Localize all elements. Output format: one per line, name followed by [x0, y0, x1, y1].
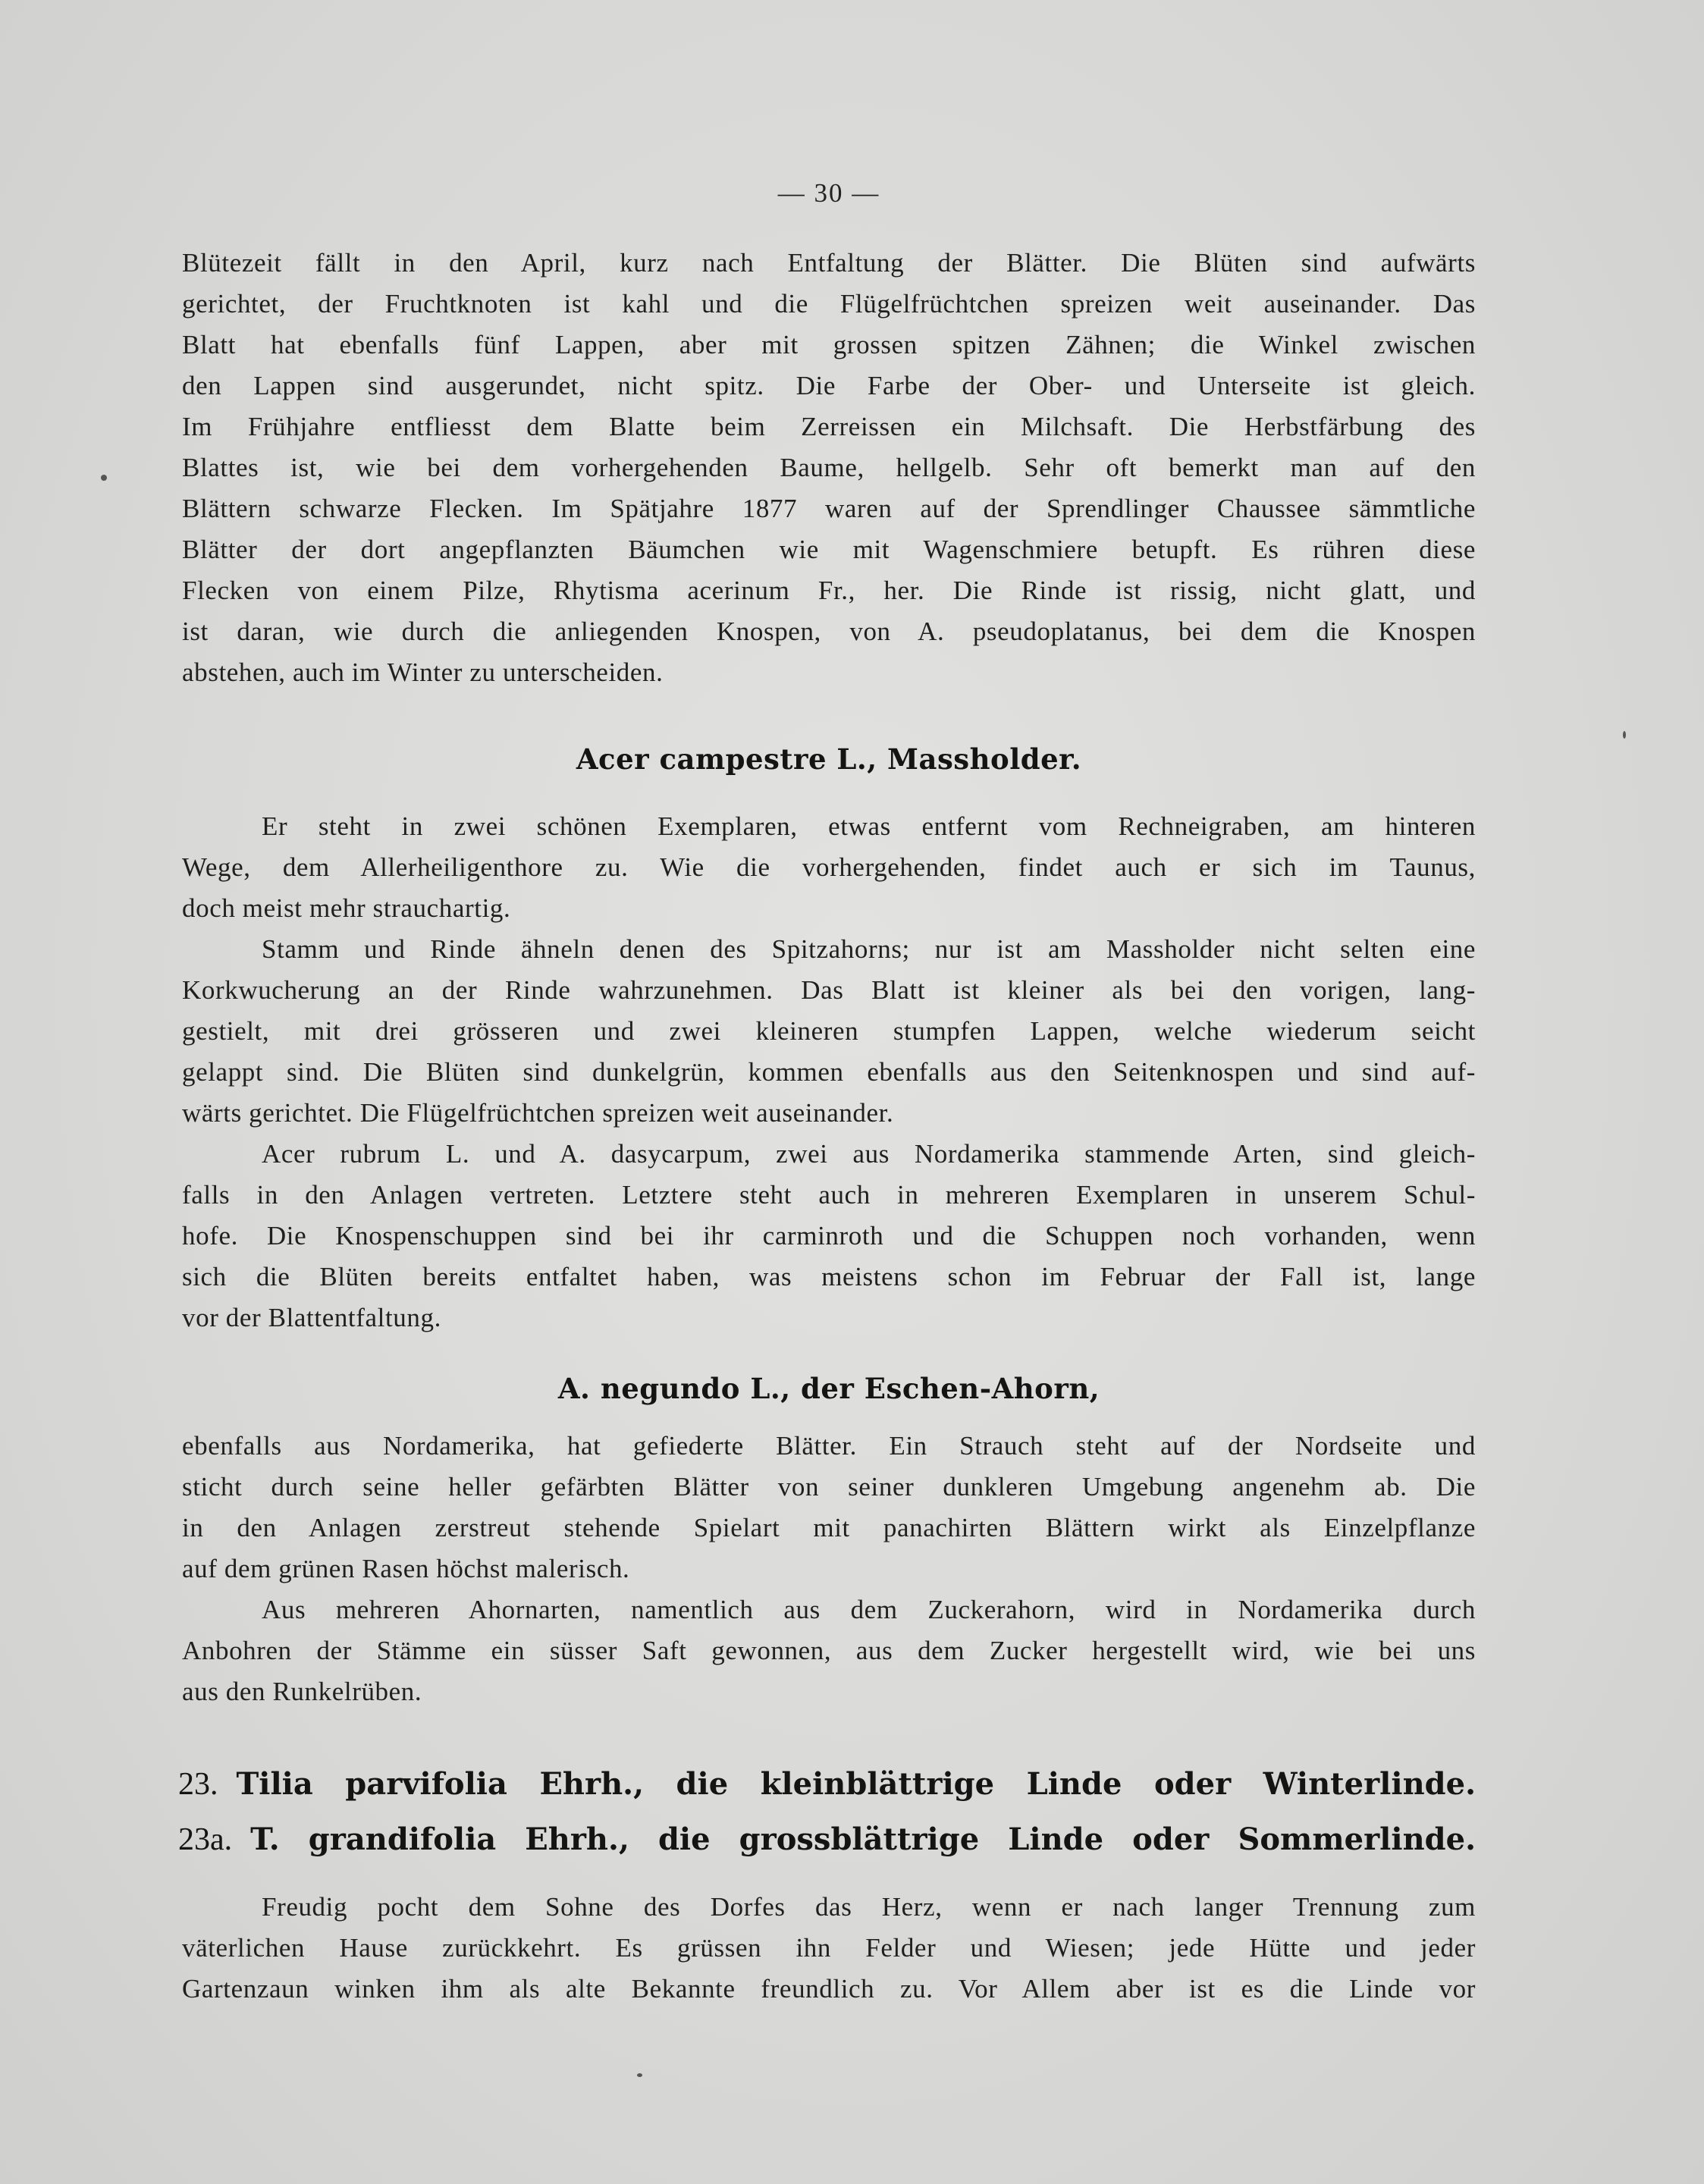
section-heading-23a — [178, 1816, 1476, 1863]
text-line: Blattes ist, wie bei dem vorhergehenden Baume, hellgelb. Sehr oft bemerkt man auf den — [182, 453, 1476, 482]
text-line: Er steht in zwei schönen Exemplaren, etwas entfernt vom Rechneigraben, am hinteren — [262, 811, 1476, 841]
text-line: Freudig pocht dem Sohne des Dorfes das Herz, wenn er nach langer Trennung zum — [262, 1892, 1476, 1922]
text-line: falls in den Anlagen vertreten. Letztere steht auch in mehreren Exemplaren in unserem Schul- — [182, 1180, 1476, 1210]
section-title: T. grandifolia Ehrh., die grossblättrige Linde oder Sommerlinde. — [250, 1822, 1476, 1857]
text-line: Blatt hat ebenfalls fünf Lappen, aber mit grossen spitzen Zähnen; die Winkel zwischen — [182, 330, 1476, 359]
species-heading: A. negundo L., der Eschen-Ahorn, — [557, 1372, 1100, 1405]
text-line: väterlichen Hause zurückkehrt. Es grüssen ihn Felder und Wiesen; jede Hütte und jeder — [182, 1933, 1476, 1963]
scan-speck — [637, 2073, 642, 2077]
text-line: gestielt, mit drei grösseren und zwei kleineren stumpfen Lappen, welche wiederum seicht — [182, 1016, 1476, 1046]
text-line: Blättern schwarze Flecken. Im Spätjahre 1877 waren auf der Sprendlinger Chaussee sämmtliche — [182, 494, 1476, 523]
section-title: Tilia parvifolia Ehrh., die kleinblättrige Linde oder Winterlinde. — [236, 1766, 1476, 1802]
text-line: Blätter der dort angepflanzten Bäumchen wie mit Wagenschmiere betupft. Es rühren diese — [182, 535, 1476, 564]
text-line: Gartenzaun winken ihm als alte Bekannte freundlich zu. Vor Allem aber ist es die Linde vor — [182, 1974, 1476, 2004]
text-line: gerichtet, der Fruchtknoten ist kahl und die Flügelfrüchtchen spreizen weit auseinander. Das — [182, 289, 1476, 318]
text-line: Acer rubrum L. und A. dasycarpum, zwei aus Nordamerika stammende Arten, sind gleich- — [262, 1139, 1476, 1169]
text-line: sich die Blüten bereits entfaltet haben, was meistens schon im Februar der Fall ist, lange — [182, 1262, 1476, 1291]
text-line: Wege, dem Allerheiligenthore zu. Wie die vorhergehenden, findet auch er sich im Taunus, — [182, 852, 1476, 882]
text-line: sticht durch seine heller gefärbten Blätter von seiner dunkleren Umgebung angenehm ab. Die — [182, 1472, 1476, 1502]
text-line: den Lappen sind ausgerundet, nicht spitz. Die Farbe der Ober- und Unterseite ist gleich. — [182, 371, 1476, 400]
text-line: aus den Runkelrüben. — [182, 1677, 422, 1706]
text-line: wärts gerichtet. Die Flügelfrüchtchen spreizen weit auseinander. — [182, 1098, 894, 1128]
page-number: — 30 — — [777, 178, 880, 208]
text-line: Korkwucherung an der Rinde wahrzunehmen. Das Blatt ist kleiner als bei den vorigen, lang- — [182, 975, 1476, 1005]
text-line: vor der Blattentfaltung. — [182, 1303, 441, 1332]
scan-speck — [101, 475, 107, 481]
text-line: abstehen, auch im Winter zu unterscheiden. — [182, 657, 664, 687]
section-number: 23a. — [178, 1822, 233, 1857]
text-line: ist daran, wie durch die anliegenden Knospen, von A. pseudoplatanus, bei dem die Knospen — [182, 617, 1476, 646]
text-line: Im Frühjahre entfliesst dem Blatte beim Zerreissen ein Milchsaft. Die Herbstfärbung des — [182, 412, 1476, 441]
text-line: ebenfalls aus Nordamerika, hat gefiederte Blätter. Ein Strauch steht auf der Nordseite und — [182, 1431, 1476, 1461]
text-line: Stamm und Rinde ähneln denen des Spitzahorns; nur ist am Massholder nicht selten eine — [262, 934, 1476, 964]
text-line: in den Anlagen zerstreut stehende Spielart mit panachirten Blättern wirkt als Einzelpflanze — [182, 1513, 1476, 1542]
section-heading-23 — [178, 1761, 1476, 1808]
text-line: Anbohren der Stämme ein süsser Saft gewonnen, aus dem Zucker hergestellt wird, wie bei uns — [182, 1636, 1476, 1665]
text-line: doch meist mehr strauchartig. — [182, 893, 511, 923]
text-line: Aus mehreren Ahornarten, namentlich aus dem Zuckerahorn, wird in Nordamerika durch — [262, 1595, 1476, 1624]
text-line: gelappt sind. Die Blüten sind dunkelgrün, kommen ebenfalls aus den Seitenknospen und sind auf- — [182, 1057, 1476, 1087]
text-line: hofe. Die Knospenschuppen sind bei ihr carminroth und die Schuppen noch vorhanden, wenn — [182, 1221, 1476, 1250]
scan-speck — [1623, 731, 1626, 739]
section-number: 23. — [178, 1767, 218, 1802]
species-heading: Acer campestre L., Massholder. — [576, 742, 1082, 776]
text-line: Blütezeit fällt in den April, kurz nach Entfaltung der Blätter. Die Blüten sind aufwärts — [182, 248, 1476, 278]
text-line: Flecken von einem Pilze, Rhytisma acerinum Fr., her. Die Rinde ist rissig, nicht glatt, und — [182, 576, 1476, 605]
text-line: auf dem grünen Rasen höchst malerisch. — [182, 1554, 630, 1583]
